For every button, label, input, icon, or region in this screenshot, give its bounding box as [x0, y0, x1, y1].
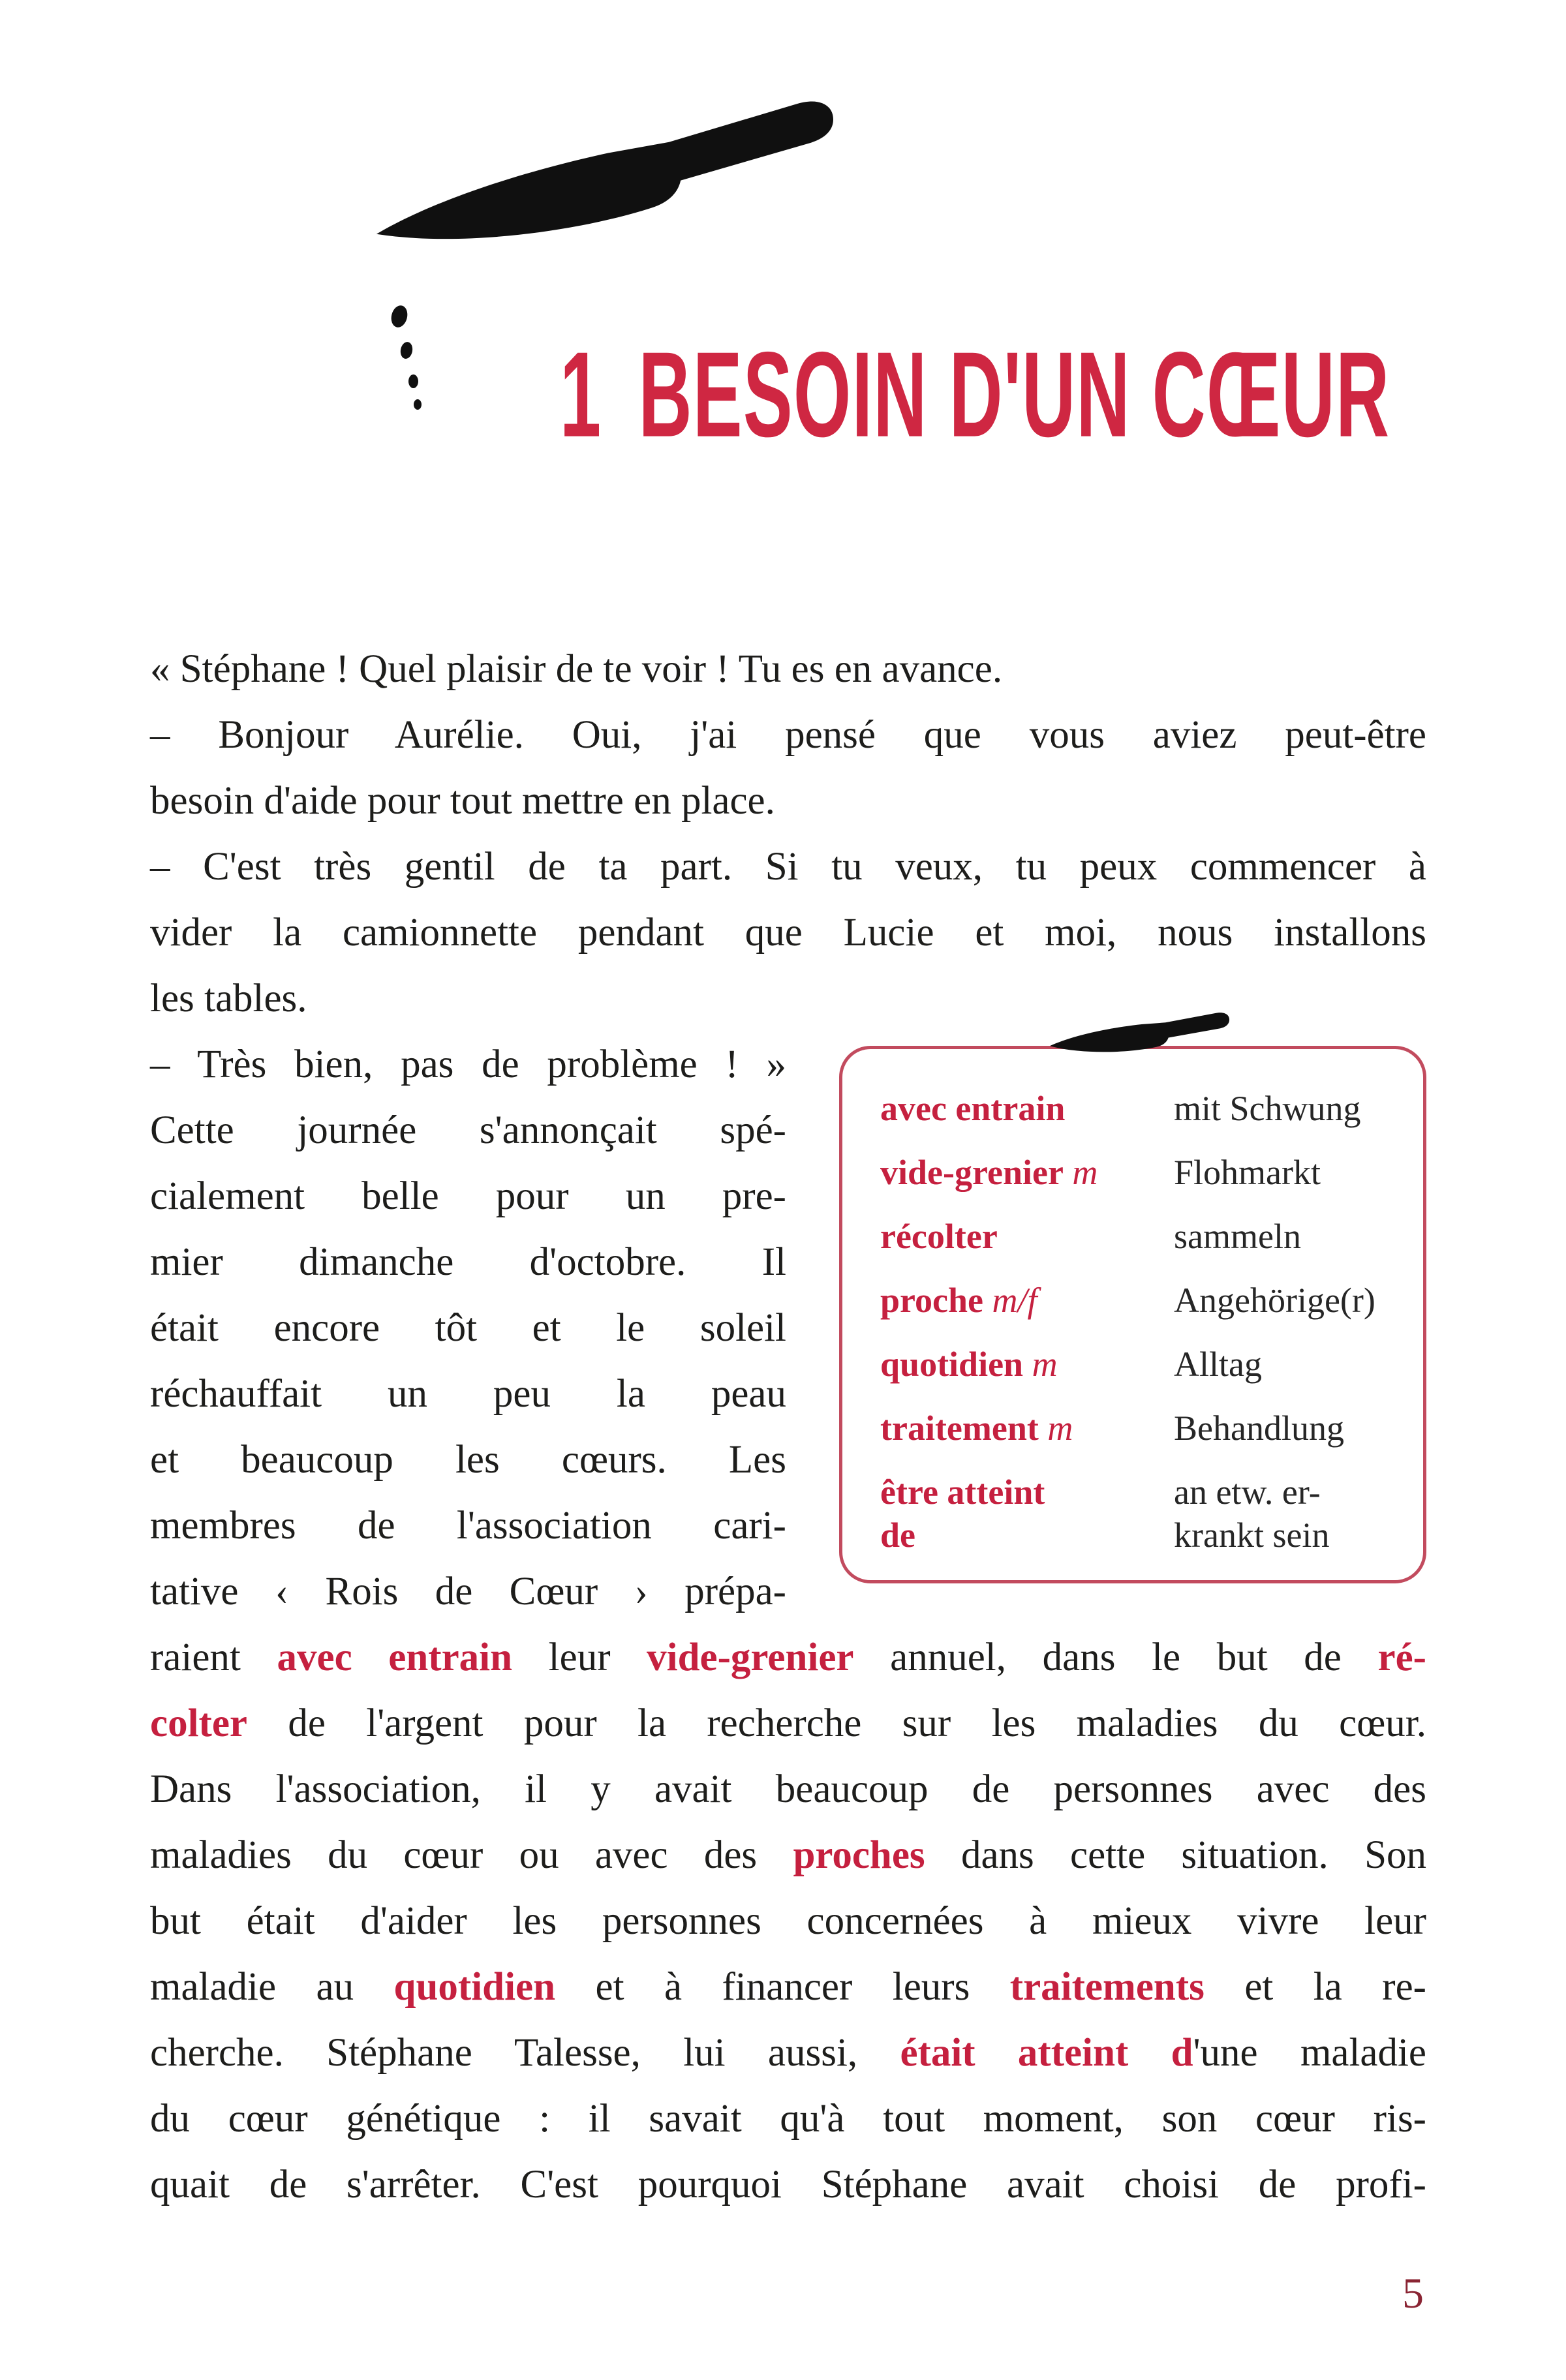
chapter-number: 1 [560, 327, 602, 463]
vocab-box-column [839, 1031, 1426, 1583]
vocab-entries [880, 1087, 1400, 1557]
vocab-term: traitement m [880, 1409, 1073, 1448]
vocab-translation: Angehörige(r) [1174, 1281, 1375, 1320]
highlighted-term: traitements [1009, 1965, 1205, 2009]
paragraph-continuation [150, 1625, 1426, 2218]
text-segment: réchauffait un peu la peau [150, 1372, 786, 1416]
highlighted-term: vide-grenier [647, 1636, 854, 1679]
text-segment: était encore tôt et le soleil [150, 1306, 786, 1350]
text-line [150, 1361, 786, 1427]
vocab-translation: an etw. er- krankt sein [1174, 1472, 1330, 1555]
text-segment: les tables. [150, 977, 307, 1020]
text-line [150, 2152, 1426, 2218]
text-with-vocab-box [150, 1031, 1426, 1625]
text-segment: de l'argent pour la recherche sur les maladies du cœur. [247, 1701, 1426, 1745]
vocab-term: vide-grenier m [880, 1153, 1098, 1192]
vocab-term: récolter [880, 1217, 998, 1256]
gender-suffix: m/f [983, 1281, 1037, 1320]
text-line [150, 1625, 1426, 1690]
highlighted-term: quotidien [393, 1965, 556, 2009]
text-line [150, 768, 1426, 834]
highlighted-term: proches [793, 1833, 925, 1877]
text-segment: maladie au [150, 1965, 394, 2009]
text-line [150, 1954, 1426, 2020]
text-segment: cherche. Stéphane Talesse, lui aussi, [150, 2031, 900, 2075]
text-line [150, 2020, 1426, 2086]
highlighted-term: colter [150, 1701, 247, 1745]
text-segment: du cœur génétique : il savait qu'à tout moment, son cœur ris- [150, 2097, 1426, 2141]
vocab-entry [880, 1279, 1400, 1322]
vocab-translation: sammeln [1174, 1217, 1301, 1256]
text-segment: maladies du cœur ou avec des [150, 1833, 793, 1877]
text-line [150, 966, 1426, 1031]
text-line [150, 636, 1426, 702]
text-segment: annuel, dans le but de [853, 1636, 1378, 1679]
text-line [150, 1888, 1426, 1954]
vocab-entry [880, 1343, 1400, 1386]
text-line [150, 1690, 1426, 1756]
gender-suffix: m [1023, 1345, 1058, 1384]
highlighted-term: était atteint d [900, 2031, 1193, 2075]
vocab-term: quotidien m [880, 1345, 1058, 1384]
text-segment: tative ‹ Rois de Cœur › prépa- [150, 1570, 786, 1613]
vocab-translation: Behandlung [1174, 1409, 1344, 1448]
text-line [150, 1427, 786, 1493]
highlighted-term: avec entrain [277, 1636, 513, 1679]
text-segment: but était d'aider les personnes concernées à mieux vivre leur [150, 1899, 1426, 1943]
page-number: 5 [1402, 2270, 1424, 2317]
text-line [150, 900, 1426, 966]
vocab-translation: mit Schwung [1174, 1089, 1361, 1128]
vocab-box [839, 1046, 1426, 1583]
vocab-entry [880, 1087, 1400, 1130]
blood-drop-icon [389, 304, 410, 329]
text-segment: – Très bien, pas de problème ! » [150, 1043, 786, 1086]
text-line [150, 1756, 1426, 1822]
vocab-entry [880, 1215, 1400, 1258]
text-segment: cialement belle pour un pre- [150, 1174, 786, 1218]
text-segment: besoin d'aide pour tout mettre en place. [150, 779, 775, 823]
vocab-entry [880, 1471, 1400, 1557]
text-segment: – Bonjour Aurélie. Oui, j'ai pensé que vous aviez peut-être [150, 713, 1426, 757]
chapter-title [560, 327, 1390, 463]
text-segment: et à financer leurs [555, 1965, 1010, 2009]
text-segment: mier dimanche d'octobre. Il [150, 1240, 786, 1284]
text-segment: raient [150, 1636, 277, 1679]
vocab-entry [880, 1151, 1400, 1194]
narrow-text-column [150, 1031, 786, 1625]
text-segment: vider la camionnette pendant que Lucie et moi, nous installons [150, 911, 1426, 954]
text-segment: leur [512, 1636, 647, 1679]
gender-suffix: m [1038, 1409, 1073, 1448]
vocab-term: proche m/f [880, 1281, 1037, 1320]
text-line [150, 1559, 786, 1625]
text-segment: et beaucoup les cœurs. Les [150, 1438, 786, 1482]
text-segment: « Stéphane ! Quel plaisir de te voir ! Tu es en avance. [150, 647, 1003, 691]
chapter-title-text: BESOIN D'UN CŒUR [638, 327, 1390, 463]
text-segment: et la re- [1204, 1965, 1426, 2009]
text-segment: 'une maladie [1193, 2031, 1427, 2075]
paragraph-dialogue [150, 636, 1426, 1031]
vocab-term: être atteint de [880, 1472, 1045, 1555]
text-segment: quait de s'arrêter. C'est pourquoi Stéphane avait choisi de profi- [150, 2163, 1426, 2206]
text-line [150, 1493, 786, 1559]
highlighted-term: ré- [1377, 1636, 1426, 1679]
text-segment: Dans l'association, il y avait beaucoup de personnes avec des [150, 1767, 1426, 1811]
text-line [150, 1097, 786, 1163]
blood-drop-icon [408, 374, 418, 388]
text-segment: – C'est très gentil de ta part. Si tu veux, tu peux commencer à [150, 845, 1426, 889]
text-line [150, 834, 1426, 900]
text-segment: membres de l'association cari- [150, 1504, 786, 1548]
knife-icon [359, 56, 857, 292]
text-segment: Cette journée s'annonçait spé- [150, 1108, 786, 1152]
text-line [150, 702, 1426, 768]
blood-drop-icon [399, 341, 414, 360]
text-line [150, 1031, 786, 1097]
vocab-entry [880, 1407, 1400, 1450]
text-line [150, 1163, 786, 1229]
vocab-translation: Alltag [1174, 1345, 1262, 1384]
text-line [150, 1822, 1426, 1888]
knife-icon [359, 56, 857, 292]
text-line [150, 1295, 786, 1361]
text-segment: dans cette situation. Son [925, 1833, 1426, 1877]
vocab-term: avec entrain [880, 1089, 1066, 1128]
vocab-translation: Flohmarkt [1174, 1153, 1321, 1192]
text-line [150, 1229, 786, 1295]
gender-suffix: m [1063, 1153, 1098, 1192]
text-line [150, 2086, 1426, 2152]
blood-drop-icon [414, 399, 422, 410]
body-text [150, 636, 1426, 2218]
